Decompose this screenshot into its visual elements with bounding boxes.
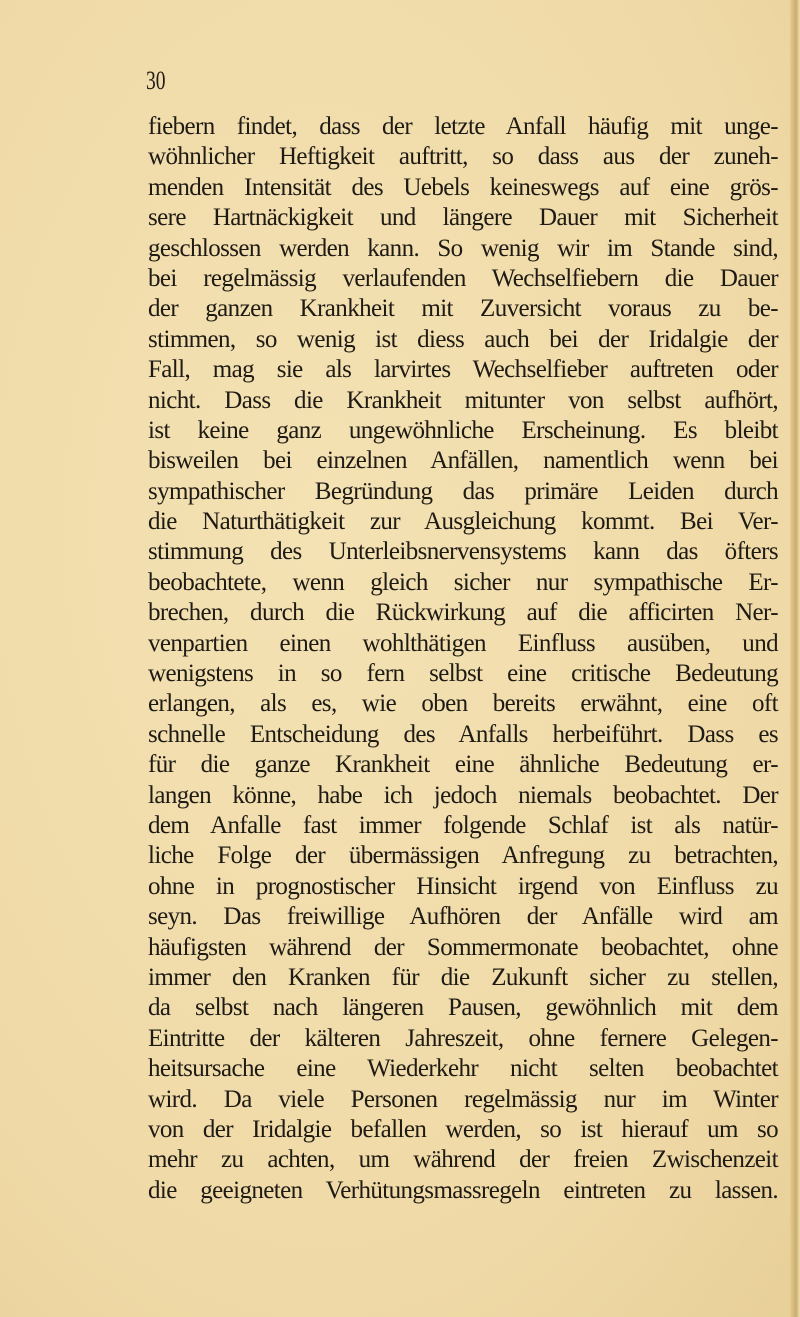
text-line: sere Hartnäckigkeit und längere Dauer mit Sicherheit: [148, 204, 778, 232]
text-line: von der Iridalgie befallen werden, so ist hierauf um so: [148, 1115, 778, 1143]
text-line: ohne in prognostischer Hinsicht irgend von Einfluss zu: [148, 872, 778, 900]
text-line: stimmung des Unterleibsnervensystems kann das öfters: [148, 538, 778, 566]
text-line: heitsursache eine Wiederkehr nicht selten beobachtet: [148, 1055, 778, 1083]
text-line: für die ganze Krankheit eine ähnliche Bedeutung er-: [148, 751, 778, 779]
text-line: liche Folge der übermässigen Anfregung zu betrachten,: [148, 842, 778, 870]
text-line: ist keine ganz ungewöhnliche Erscheinung. Es bleibt: [148, 416, 778, 444]
text-line: bei regelmässig verlaufenden Wechselfiebern die Dauer: [148, 264, 778, 292]
body-text: [148, 112, 778, 1206]
text-line: Fall, mag sie als larvirtes Wechselfieber auftreten oder: [148, 356, 778, 384]
text-line: menden Intensität des Uebels keineswegs auf eine grös-: [148, 173, 778, 201]
text-line: mehr zu achten, um während der freien Zwischenzeit: [148, 1146, 778, 1174]
page-number: 30: [146, 66, 166, 95]
text-line: wöhnlicher Heftigkeit auftritt, so dass aus der zuneh-: [148, 143, 778, 171]
text-line: da selbst nach längeren Pausen, gewöhnlich mit dem: [148, 994, 778, 1022]
text-line: stimmen, so wenig ist diess auch bei der Iridalgie der: [148, 325, 778, 353]
text-line: geschlossen werden kann. So wenig wir im Stande sind,: [148, 234, 778, 262]
text-line: Eintritte der kälteren Jahreszeit, ohne fernere Gelegen-: [148, 1024, 778, 1052]
text-line: brechen, durch die Rückwirkung auf die afficirten Ner-: [148, 599, 778, 627]
text-line: seyn. Das freiwillige Aufhören der Anfälle wird am: [148, 903, 778, 931]
page-edge: [790, 0, 800, 1317]
text-line: langen könne, habe ich jedoch niemals beobachtet. Der: [148, 781, 778, 809]
text-line: beobachtete, wenn gleich sicher nur sympathische Er-: [148, 568, 778, 596]
text-line: nicht. Dass die Krankheit mitunter von selbst aufhört,: [148, 386, 778, 414]
text-line: bisweilen bei einzelnen Anfällen, namentlich wenn bei: [148, 447, 778, 475]
text-line: wenigstens in so fern selbst eine critische Bedeutung: [148, 660, 778, 688]
text-line: die geeigneten Verhütungsmassregeln eintreten zu lassen.: [148, 1176, 778, 1204]
text-line: schnelle Entscheidung des Anfalls herbeiführt. Dass es: [148, 720, 778, 748]
text-line: wird. Da viele Personen regelmässig nur im Winter: [148, 1085, 778, 1113]
text-line: sympathischer Begründung das primäre Leiden durch: [148, 477, 778, 505]
text-line: erlangen, als es, wie oben bereits erwähnt, eine oft: [148, 690, 778, 718]
text-line: fiebern findet, dass der letzte Anfall häufig mit unge-: [148, 113, 778, 140]
text-line: venpartien einen wohlthätigen Einfluss ausüben, und: [148, 629, 778, 657]
text-line: häufigsten während der Sommermonate beobachtet, ohne: [148, 933, 778, 961]
text-line: die Naturthätigkeit zur Ausgleichung kommt. Bei Ver-: [148, 508, 778, 536]
text-line: dem Anfalle fast immer folgende Schlaf ist als natür-: [148, 811, 778, 839]
text-line: immer den Kranken für die Zukunft sicher zu stellen,: [148, 963, 778, 991]
text-line: der ganzen Krankheit mit Zuversicht voraus zu be-: [148, 295, 778, 323]
